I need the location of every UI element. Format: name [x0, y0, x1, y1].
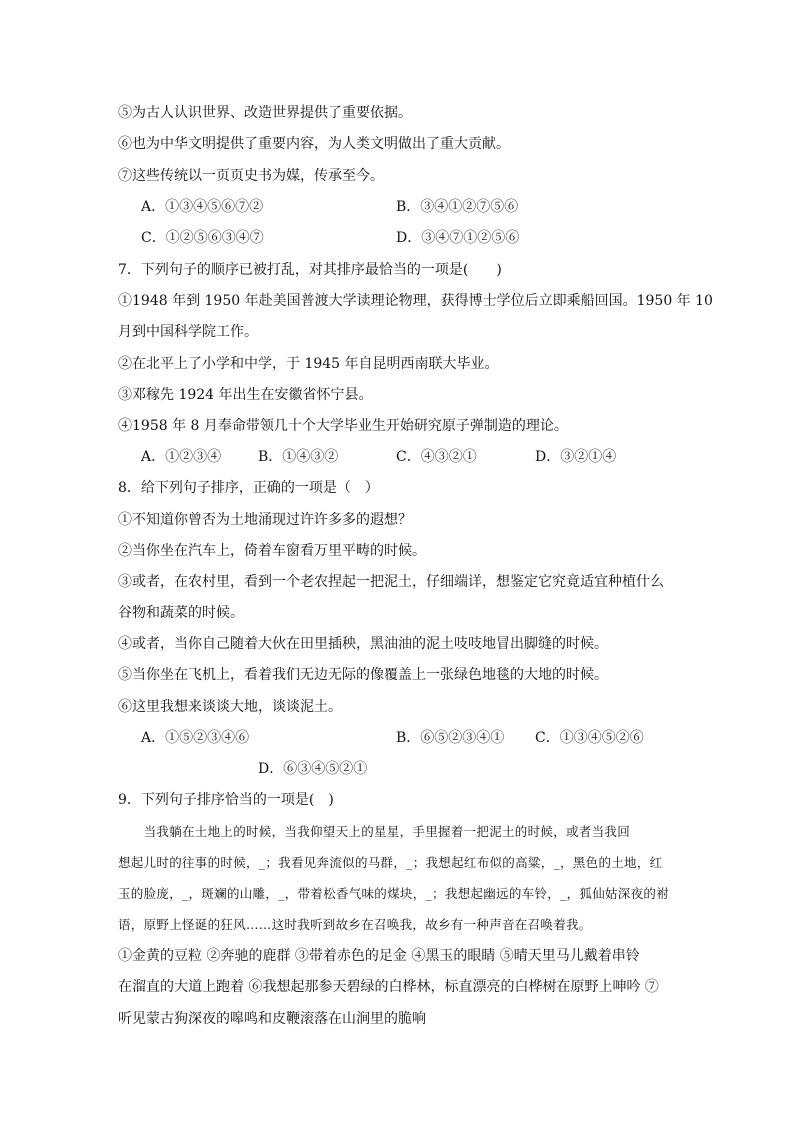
q8-sentence-3: ③或者，在农村里，看到一个老农捏起一把泥土，仔细端详，想鉴定它究竟适宜种植什么	[118, 574, 664, 590]
q9-passage-line-1: 当我躺在土地上的时候，当我仰望天上的星星，手里握着一把泥土的时候，或者当我回	[118, 824, 631, 839]
q7-option-d: D．③②①④	[535, 449, 617, 465]
q9-answer-line-3: 听见蒙古狗深夜的嗥鸣和皮鞭滚落在山涧里的脆响	[118, 1011, 426, 1027]
q6-option-d: D．③④⑦①②⑤⑥	[396, 230, 520, 246]
q6-option-c: C．①②⑤⑥③④⑦	[141, 230, 264, 246]
q9-passage-line-2: 想起儿时的往事的时候，_；我看见奔流似的马群，_；我想起红布似的高粱，_，黑色的土地，红	[118, 855, 663, 870]
q7-sentence-1-cont: 月到中国科学院工作。	[118, 324, 258, 340]
q9-answer-line-1: ①金黄的豆粒 ②奔驰的鹿群 ③带着赤色的足金 ④黑玉的眼睛 ⑤晴天里马儿戴着串铃	[118, 948, 640, 964]
q7-option-c: C．④③②①	[396, 449, 477, 465]
q7-option-a: A．①②③④	[141, 449, 222, 465]
q7-sentence-3: ③邓稼先 1924 年出生在安徽省怀宁县。	[118, 387, 373, 403]
q8-sentence-3-cont: 谷物和蔬菜的时候。	[118, 605, 244, 621]
q8-sentence-4: ④或者，当你自己随着大伙在田里插秧，黑油油的泥土吱吱地冒出脚缝的时候。	[118, 636, 608, 652]
q8-sentence-5: ⑤当你坐在飞机上，看着我们无边无际的像覆盖上一张绿色地毯的大地的时候。	[118, 667, 608, 683]
sentence-6: ⑥也为中华文明提供了重要内容，为人类文明做出了重大贡献。	[118, 136, 510, 152]
q7-option-b: B．①④③②	[258, 449, 339, 465]
q7-sentence-1: ①1948 年到 1950 年赴美国普渡大学读理论物理，获得博士学位后立即乘船回国。1950 年 10	[118, 293, 713, 309]
q8-sentence-6: ⑥这里我想来谈谈大地，谈谈泥土。	[118, 699, 342, 715]
q8-option-b: B．⑥⑤②③④①	[396, 730, 505, 746]
q7-sentence-4: ④1958 年 8 月奉命带领几十个大学毕业生开始研究原子弹制造的理论。	[118, 418, 568, 434]
q9-answer-line-2: 在溜直的大道上跑着 ⑥我想起那参天碧绿的白桦林，标直漂亮的白桦树在原野上呻吟 ⑦	[118, 979, 659, 995]
q6-option-b: B．③④①②⑦⑤⑥	[396, 199, 519, 215]
q8-sentence-1: ①不知道你曾否为土地涌现过许许多多的遐想？	[118, 512, 412, 528]
q8-option-d: D．⑥③④⑤②①	[258, 761, 368, 777]
q9-passage-line-3: 玉的脸庞，_，斑斓的山雕，_，带着松香气味的煤块，_；我想起幽远的车铃，_，狐仙姑深夜的祔	[118, 886, 670, 901]
q6-option-a: A．①③④⑤⑥⑦②	[141, 199, 264, 215]
q8-option-a: A．①⑤②③④⑥	[141, 730, 250, 746]
q8-stem: 8．给下列句子排序，正确的一项是（ ）	[118, 480, 379, 496]
q8-sentence-2: ②当你坐在汽车上，倚着车窗看万里平畴的时候。	[118, 543, 426, 559]
q7-sentence-2: ②在北平上了小学和中学，于 1945 年自昆明西南联大毕业。	[118, 356, 499, 372]
sentence-5: ⑤为古人认识世界、改造世界提供了重要依据。	[118, 105, 412, 121]
q7-stem: 7．下列句子的顺序已被打乱，对其排序最恰当的一项是( )	[118, 262, 502, 278]
q9-stem: 9．下列句子排序恰当的一项是( )	[118, 792, 334, 808]
q9-passage-line-4: 语，原野上怪诞的狂风……这时我听到故乡在召唤我，故乡有一种声音在召唤着我。	[118, 917, 592, 932]
q8-option-c: C．①③④⑤②⑥	[535, 730, 644, 746]
sentence-7: ⑦这些传统以一页页史书为媒，传承至今。	[118, 168, 384, 184]
